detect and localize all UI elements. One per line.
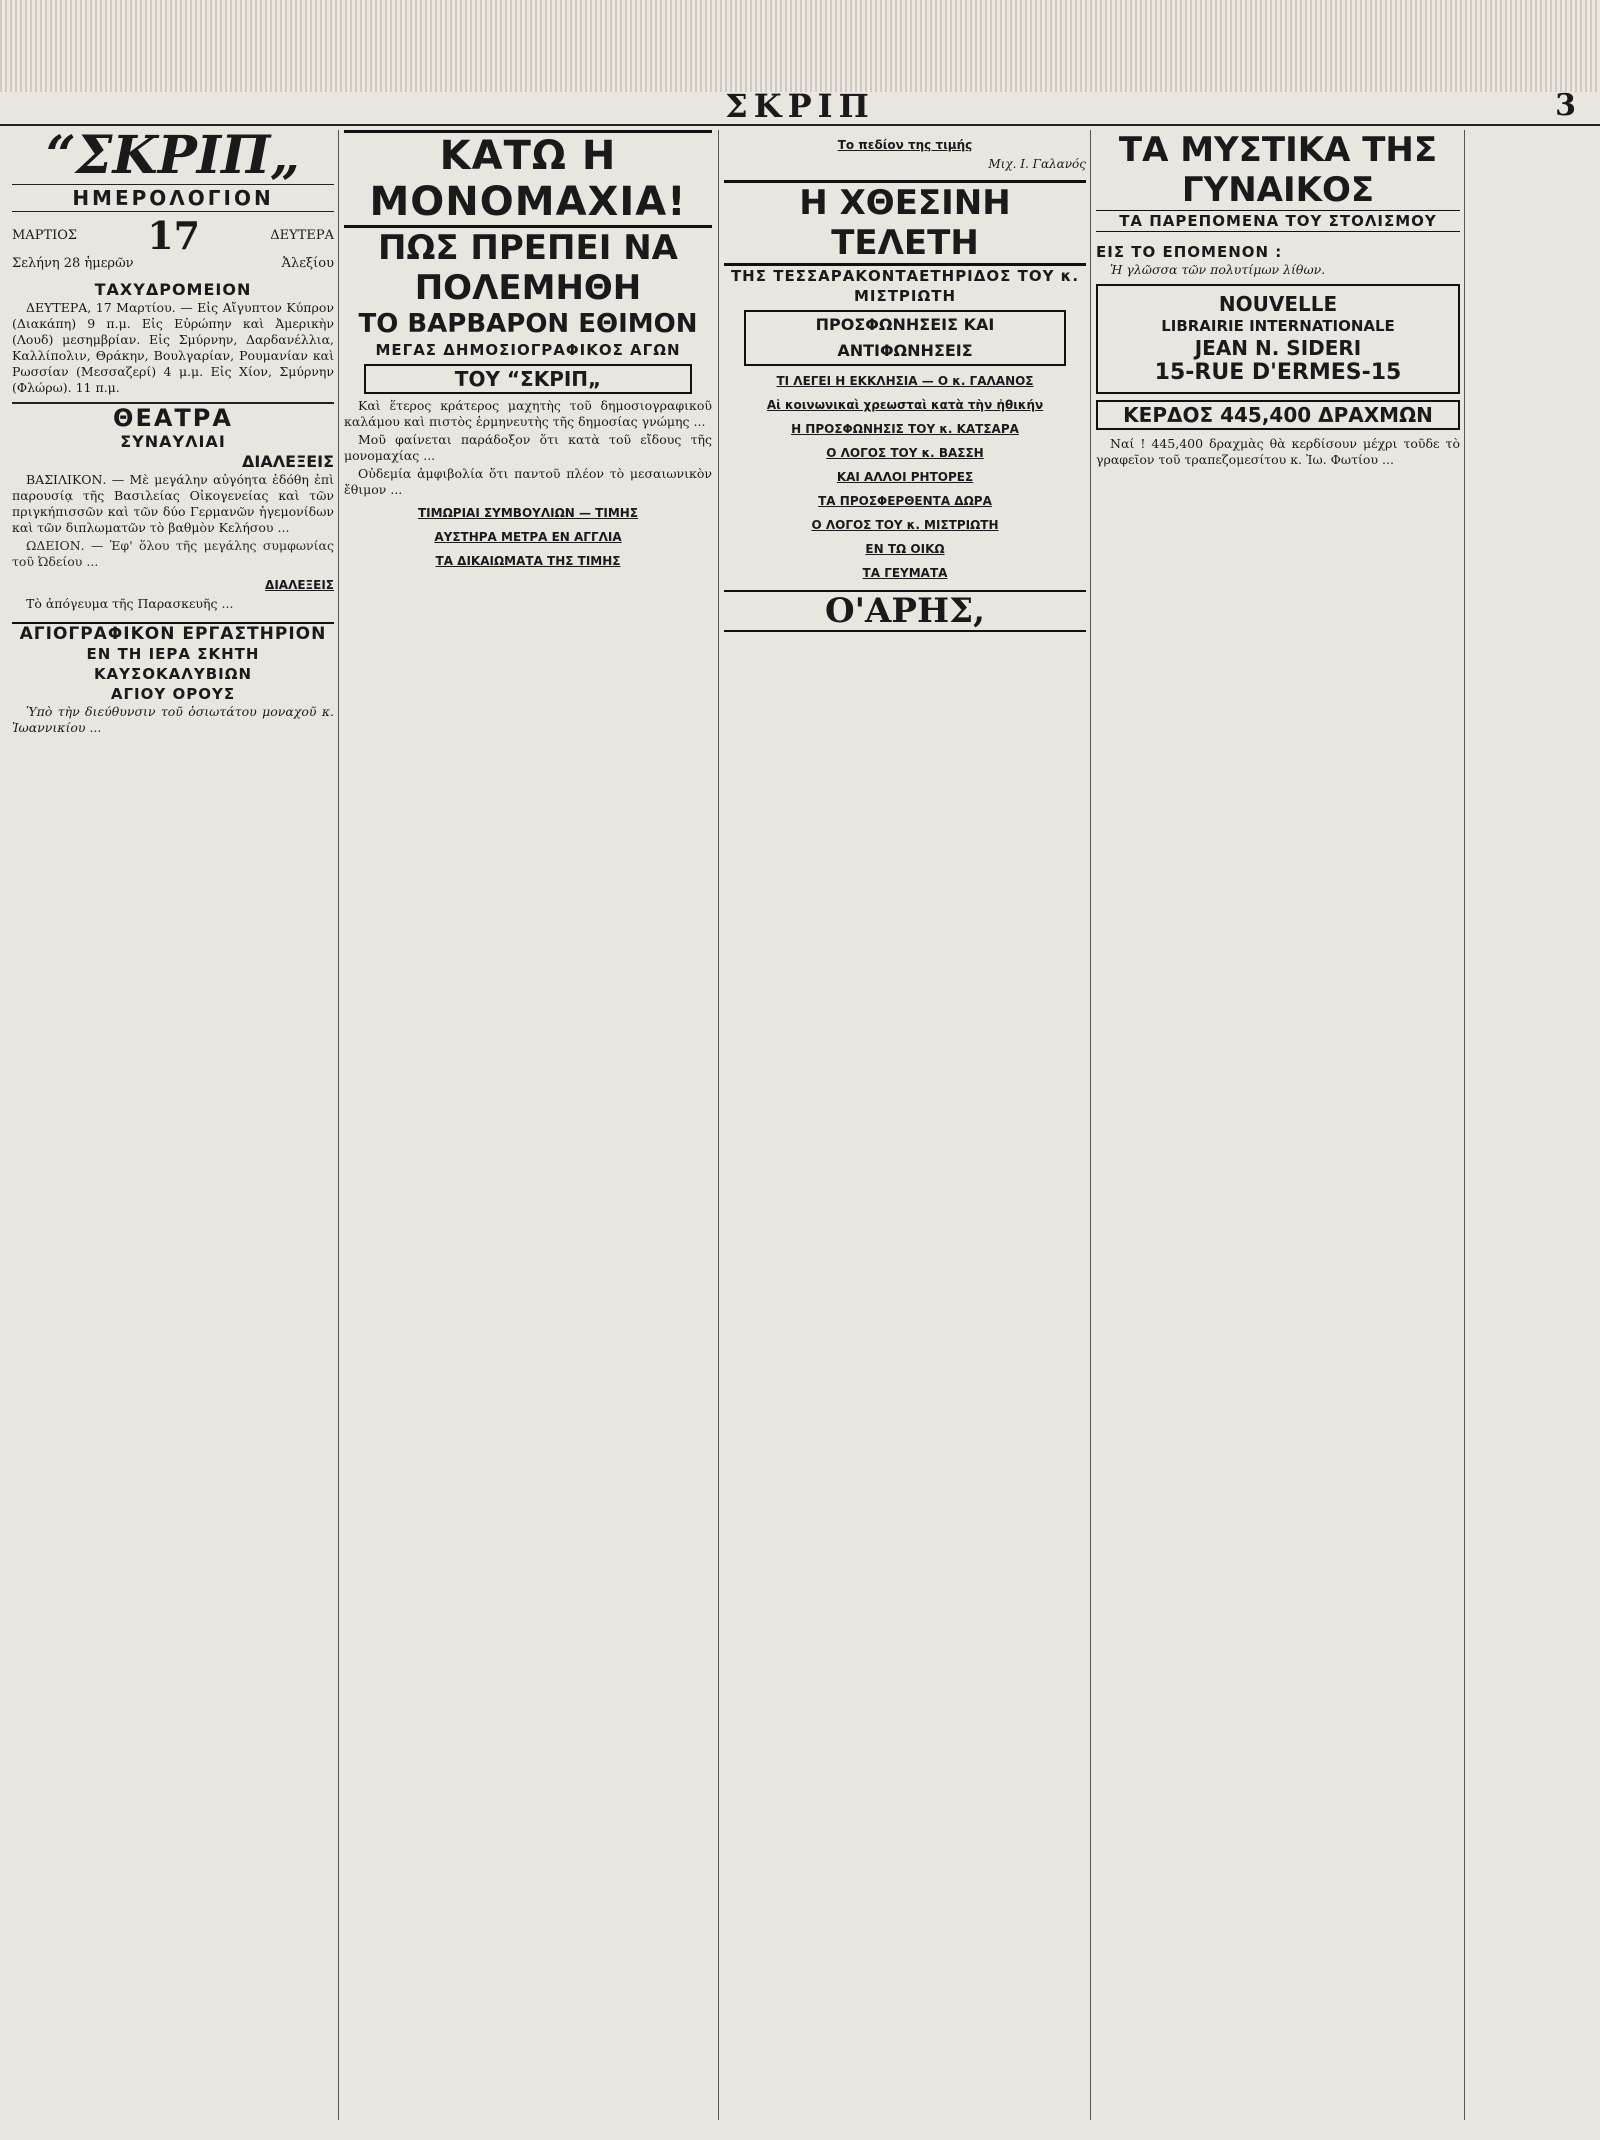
subhead-vassi: Ο ΛΟΓΟΣ ΤΟΥ κ. ΒΑΣΣΗ	[826, 446, 984, 460]
subhead-social: Αἱ κοινωνικαὶ χρεωσταὶ κατὰ τὴν ἠθικήν	[766, 398, 1044, 412]
subhead-gifts: ΤΑ ΠΡΟΣΦΕΡΘΕΝΤΑ ΔΩΡΑ	[818, 494, 992, 508]
subhead-other-speakers: ΚΑΙ ΑΛΛΟΙ ΡΗΤΟΡΕΣ	[836, 470, 974, 484]
headline-2: ΠΩΣ ΠΡΕΠΕΙ ΝΑ ΠΟΛΕΜΗΘΗ	[378, 228, 678, 308]
subhead-england: ΑΥΣΤΗΡΑ ΜΕΤΡΑ ΕΝ ΑΓΓΛΙΑ	[434, 530, 622, 544]
money-text: Ναί ! 445,400 δραχμὰς θὰ κερδίσουν μέχρι τοῦδε τὸ γραφεῖον τοῦ τραπεζομεσίτου κ. Ἰω. Φωτίου ...	[1096, 436, 1460, 467]
article-paragraph: Μοῦ φαίνεται παράδοξον ὅτι κατὰ τοῦ εἴδους τῆς μονομαχίας ...	[344, 432, 712, 463]
lectures-text: Τὸ ἀπόγευμα τῆς Παρασκευῆς ...	[26, 596, 234, 611]
ad-line-1: NOUVELLE	[1218, 292, 1338, 316]
ceremony-subhead-2: ΠΡΟΣΦΩΝΗΣΕΙΣ ΚΑΙ ΑΝΤΙΦΩΝΗΣΕΙΣ	[744, 310, 1066, 366]
month: ΜΑΡΤΙΟΣ	[12, 228, 78, 243]
workshop-title: ΑΓΙΟΓΡΑΦΙΚΟΝ ΕΡΓΑΣΤΗΡΙΟΝ	[12, 622, 334, 644]
subhead-penalties: ΤΙΜΩΡΙΑΙ ΣΥΜΒΟΥΛΙΩΝ — ΤΙΜΗΣ	[417, 506, 639, 520]
torn-top-edge	[0, 0, 1600, 92]
workshop-subtitle: ΕΝ ΤΗ ΙΕΡΑ ΣΚΗΤΗ ΚΑΥΣΟΚΑΛΥΒΙΩΝ	[86, 645, 260, 683]
post-text: ΔΕΥΤΕΡΑ, 17 Μαρτίου. — Εἰς Αἴγυπτον Κύπρον (Διακάπη) 9 π.μ. Εἰς Εὐρώπην καὶ Ἀμερικὴν (Λουδ) μεσημβρίαν. Εἰς Σμύρνην, Δαρδανέλλια, Καλλίπολιν, Θράκην, Βουλγαρίαν, Ρουμανίαν καὶ Ρωσσίαν (Μεσσαζερί) 4 μ.μ. Εἰς Χίον, Σμύρνην (Φλώρω). 11 π.μ.	[12, 300, 334, 395]
money-headline: ΚΕΡΔΟΣ 445,400 ΔΡΑΧΜΩΝ	[1096, 400, 1460, 430]
column-1	[12, 130, 334, 2120]
almanac-brand: “ΣΚΡΙΠ„	[45, 130, 301, 186]
article-paragraph: Καὶ ἕτερος κράτερος μαχητὴς τοῦ δημοσιογραφικοῦ καλάμου καὶ πιστὸς ἑρμηνευτὴς τῆς δημοσίας γνώμης ...	[344, 398, 712, 429]
almanac-label: ΗΜΕΡΟΛΟΓΙΟΝ	[12, 184, 334, 212]
saint-name: Ἀλεξίου	[281, 256, 334, 271]
headline-3: ΤΟ ΒΑΡΒΑΡΟΝ ΕΘΙΜΟΝ	[358, 309, 698, 339]
theatre-paragraph: ΩΔΕΙΟΝ. — Ἐφ' ὅλου τῆς μεγάλης συμφωνίας τοῦ Ὠδείου ...	[12, 538, 334, 569]
bookstore-ad	[1096, 284, 1460, 394]
masthead	[0, 88, 1600, 126]
column-3	[724, 130, 1086, 2120]
post-title: ΤΑΧΥΔΡΟΜΕΙΟΝ	[94, 280, 252, 299]
lectures-subtitle: ΔΙΑΛΕΞΕΙΣ	[265, 578, 334, 592]
subhead-home: ΕΝ ΤΩ ΟΙΚΩ	[865, 542, 945, 556]
signature: Μιχ. Ι. Γαλανός	[988, 157, 1086, 171]
subhead-church: ΤΙ ΛΕΓΕΙ Η ΕΚΚΛΗΣΙΑ — Ο κ. ΓΑΛΑΝΟΣ	[776, 374, 1034, 388]
workshop-text: Ὑπὸ τὴν διεύθυνσιν τοῦ ὁσιωτάτου μοναχοῦ κ. Ἰωαννικίου ...	[12, 704, 334, 735]
subhead-mistrioti: Ο ΛΟΓΟΣ ΤΟΥ κ. ΜΙΣΤΡΙΩΤΗ	[811, 518, 999, 532]
subhead-rights: ΤΑ ΔΙΚΑΙΩΜΑΤΑ ΤΗΣ ΤΙΜΗΣ	[435, 554, 621, 568]
lectures-title: ΔΙΑΛΕΞΕΙΣ	[242, 452, 334, 471]
moon-phase: Σελήνη 28 ἡμερῶν	[12, 256, 134, 271]
column-rule	[718, 130, 719, 2120]
column-rule	[338, 130, 339, 2120]
ceremony-headline: Η ΧΘΕΣΙΝΗ ΤΕΛΕΤΗ	[724, 180, 1086, 266]
column-4	[1096, 130, 1460, 2120]
date-row	[12, 213, 334, 258]
headline-4: ΜΕΓΑΣ ΔΗΜΟΣΙΟΓΡΑΦΙΚΟΣ ΑΓΩΝ	[375, 341, 681, 359]
page-number: 3	[1555, 88, 1576, 123]
secrets-headline: ΤΑ ΜΥΣΤΙΚΑ ΤΗΣ ΓΥΝΑΙΚΟΣ	[1118, 130, 1438, 210]
article-paragraph: Οὐδεμία ἀμφιβολία ὅτι παντοῦ πλέον τὸ μεσαιωνικὸν ἔθιμον ...	[344, 466, 712, 497]
headline-main: ΚΑΤΩ Η ΜΟΝΟΜΑΧΙΑ!	[344, 130, 712, 228]
ad-ares: Ο'ΑΡΗΣ,	[724, 590, 1086, 632]
column-2	[344, 130, 712, 2120]
weekday: ΔΕΥΤΕΡΑ	[270, 228, 334, 243]
concerts-title: ΣΥΝΑΥΛΙΑΙ	[120, 432, 226, 451]
subhead-katsara: Η ΠΡΟΣΦΩΝΗΣΙΣ ΤΟΥ κ. ΚΑΤΣΑΡΑ	[791, 422, 1019, 436]
column-rule	[1464, 130, 1465, 2120]
subhead-meals: ΤΑ ΓΕΥΜΑΤΑ	[862, 566, 948, 580]
ad-line-2: LIBRAIRIE INTERNATIONALE	[1161, 317, 1395, 335]
secrets-subhead: ΤΑ ΠΑΡΕΠΟΜΕΝΑ ΤΟΥ ΣΤΟΛΙΣΜΟΥ	[1096, 210, 1460, 232]
workshop-subtitle-2: ΑΓΙΟΥ ΟΡΟΥΣ	[110, 685, 236, 703]
masthead-title: ΣΚΡΙΠ	[725, 87, 875, 125]
next-issue-label: ΕΙΣ ΤΟ ΕΠΟΜΕΝΟΝ :	[1096, 243, 1283, 261]
subhead-field: Το πεδίον της τιμής	[837, 138, 973, 152]
ceremony-subhead: ΤΗΣ ΤΕΣΣΑΡΑΚΟΝΤΑΕΤΗΡΙΔΟΣ ΤΟΥ κ. ΜΙΣΤΡΙΩΤΗ	[730, 267, 1080, 305]
headline-5: ΤΟΥ “ΣΚΡΙΠ„	[364, 364, 692, 394]
column-5-fragment	[1470, 130, 1592, 2120]
theatre-paragraph: ΒΑΣΙΛΙΚΟΝ. — Μὲ μεγάλην αὐγόητα ἐδόθη ἐπὶ παρουσίᾳ τῆς Βασιλείας Οἰκογενείας καὶ τῶν πριγκήπισσῶν καὶ τῶν δύο Γερμανῶν ἡγεμονίδων καὶ τῶν διπλωματῶν τὸ βαθμὸν Κελήσου ...	[12, 472, 334, 535]
day-number: 17	[147, 213, 201, 258]
date-row-2	[12, 256, 334, 272]
next-issue-text: Ἡ γλῶσσα τῶν πολυτίμων λίθων.	[1110, 262, 1326, 277]
ad-line-4: 15-RUE D'ERMES-15	[1154, 360, 1402, 385]
ad-line-3: JEAN N. SIDERI	[1194, 336, 1362, 360]
column-rule	[1090, 130, 1091, 2120]
theatre-title: ΘΕΑΤΡΑ	[12, 402, 334, 432]
